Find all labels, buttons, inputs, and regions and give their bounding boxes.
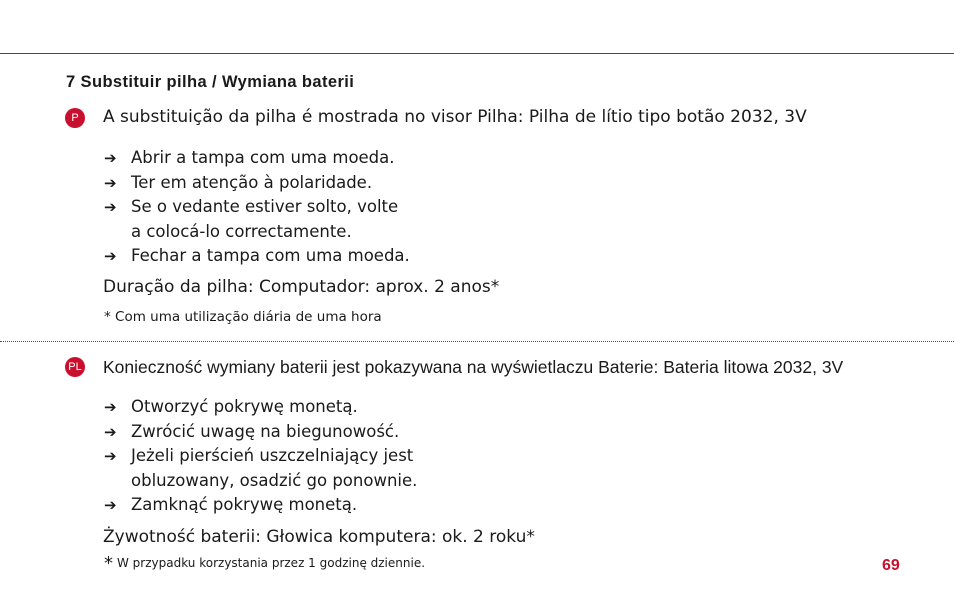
pt-intro-text: A substituição da pilha é mostrada no visor Pilha: Pilha de lítio tipo botão 2032, 3V xyxy=(103,107,807,127)
arrow-right-icon: ➔ xyxy=(104,198,117,216)
arrow-right-icon: ➔ xyxy=(104,173,117,192)
arrow-right-icon: ➔ xyxy=(104,247,117,265)
list-item: ➔ Fechar a tampa com uma moeda. xyxy=(104,244,410,269)
top-rule xyxy=(0,53,954,54)
language-badge-pl: PL xyxy=(65,357,85,377)
pl-footnote: * W przypadku korzystania przez 1 godzinę dziennie. xyxy=(104,553,426,574)
pl-battery-duration: Żywotność baterii: Głowica komputera: ok. 2 roku* xyxy=(103,527,535,547)
footnote-star: * xyxy=(104,553,113,574)
list-item: ➔ Se o vedante estiver solto, volte a colocá-lo correctamente. xyxy=(104,197,399,241)
list-item: ➔ Zwrócić uwagę na biegunowość. xyxy=(104,420,417,445)
list-item: ➔ Abrir a tampa com uma moeda. xyxy=(104,146,410,171)
arrow-right-icon: ➔ xyxy=(104,496,117,514)
arrow-right-icon: ➔ xyxy=(104,447,117,465)
section-title: 7 Substituir pilha / Wymiana baterii xyxy=(66,73,355,91)
page-number: 69 xyxy=(882,557,900,574)
arrow-right-icon: ➔ xyxy=(104,398,117,416)
list-item: ➔ Ter em atenção à polaridade. xyxy=(104,171,410,196)
pt-steps-list xyxy=(104,146,410,269)
arrow-right-icon: ➔ xyxy=(104,422,117,441)
pt-battery-duration: Duração da pilha: Computador: aprox. 2 anos* xyxy=(103,277,500,297)
list-item: ➔ Zamknąć pokrywę monetą. xyxy=(104,493,417,518)
pt-footnote: * Com uma utilização diária de uma hora xyxy=(104,309,382,325)
section-divider xyxy=(0,341,954,342)
list-item: ➔ Otworzyć pokrywę monetą. xyxy=(104,395,417,420)
language-badge-pt: P xyxy=(65,108,85,128)
pl-steps-list xyxy=(104,395,417,518)
pl-intro-text: Konieczność wymiany baterii jest pokazywana na wyświetlaczu Baterie: Bateria litowa 2032, 3V xyxy=(103,357,844,377)
arrow-right-icon: ➔ xyxy=(104,149,117,167)
list-item: ➔ Jeżeli pierścień uszczelniający jest obluzowany, osadzić go ponownie. xyxy=(104,446,418,490)
